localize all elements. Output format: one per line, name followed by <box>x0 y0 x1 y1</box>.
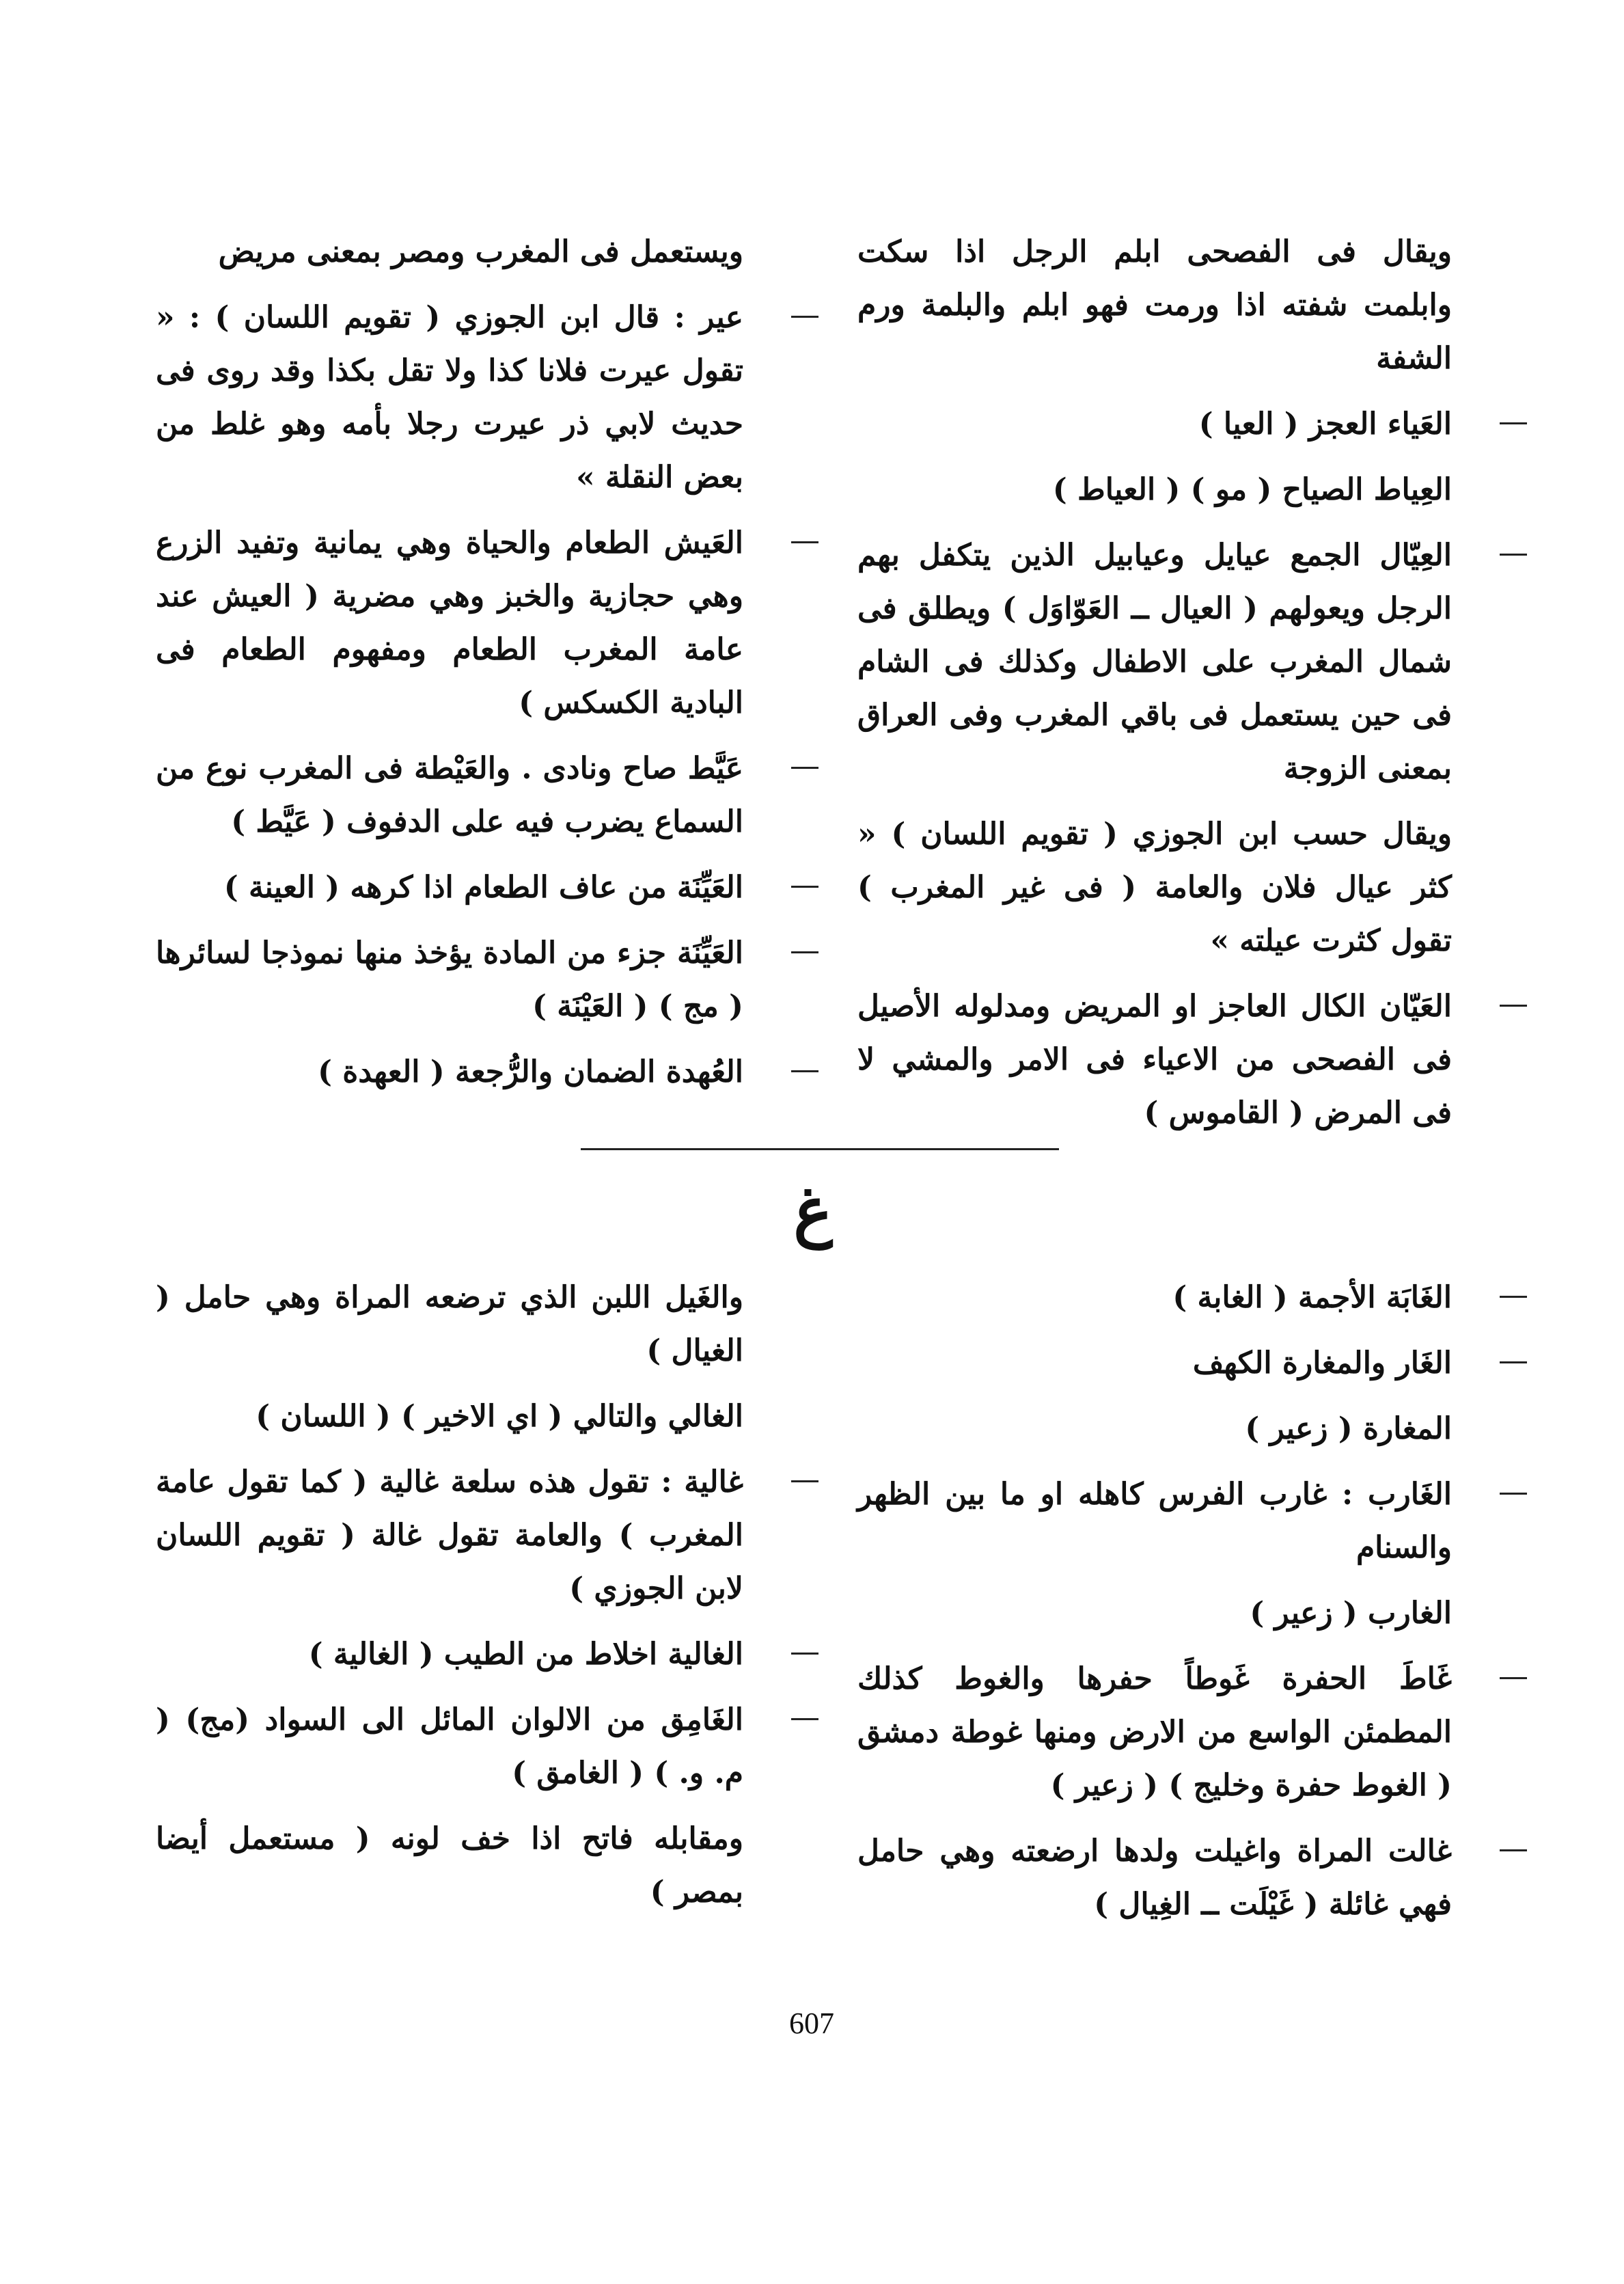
dictionary-entry <box>857 1271 1452 1324</box>
entry-text: العُهدة الضمان والرُّجعة ( العهدة ) <box>318 1055 743 1089</box>
entry-dash <box>1500 1296 1527 1298</box>
entry-dash <box>1500 1677 1527 1679</box>
page-number: 607 <box>789 2007 834 2040</box>
dictionary-entry <box>156 1456 743 1616</box>
section-divider <box>581 1148 1059 1150</box>
entry-dash <box>1500 1005 1527 1007</box>
entry-text: العَيِّنَة من عاف الطعام اذا كرهه ( العينة ) <box>223 870 743 905</box>
entry-dash <box>1500 422 1527 424</box>
entry-text: غَاطَ الحفرة غَوطاً حفرها والغوط كذلك المطمئن الواسع من الارض ومنها غوطة دمشق ( الغوط حفرة وخليج ) ( زعير ) <box>857 1661 1452 1803</box>
top-left-column <box>156 226 743 1111</box>
dictionary-entry <box>156 1046 743 1099</box>
dictionary-entry <box>857 1653 1452 1812</box>
dictionary-entry <box>857 1825 1452 1931</box>
dictionary-entry <box>857 980 1452 1140</box>
entry-dash <box>791 1718 818 1720</box>
entry-dash <box>791 1480 818 1482</box>
entry-dash <box>791 886 818 888</box>
entry-dash <box>791 951 818 953</box>
entry-text: العَيِّنَة جزء من المادة يؤخذ منها نموذجا لسائرها ( مج ) ( العَيْنَة ) <box>156 936 743 1024</box>
section-letter-heading: غ <box>793 1172 833 1249</box>
entry-text: العَيش الطعام والحياة وهي يمانية وتفيد الزرع وهي حجازية والخبز وهي مضرية ( العيش عند عامة المغرب الطعام ومفهوم الطعام فى البادية الكسكس ) <box>156 526 743 720</box>
entry-text: الغَابَة الأجمة ( الغابة ) <box>1172 1280 1452 1315</box>
paragraph: ويقال حسب ابن الجوزي ( تقويم اللسان ) « كثر عيال فلان والعامة ( فى غير المغرب ) تقول كثرت عيلته » <box>857 817 1452 958</box>
entry-dash <box>1500 1493 1527 1495</box>
paragraph: والغَيل اللبن الذي ترضعه المراة وهي حامل ( الغيال ) <box>156 1280 743 1368</box>
dictionary-entry <box>857 398 1452 451</box>
entry-dash <box>791 1070 818 1072</box>
dictionary-entry <box>156 927 743 1033</box>
entry-dash <box>791 316 818 318</box>
top-right-column <box>857 226 1452 1152</box>
entry-text: العِيّال الجمع عيايل وعيابيل الذين يتكفل بهم الرجل ويعولهم ( العيال ــ العَوّاوَل ) ويطلق فى شمال المغرب على الاطفال وكذلك فى الشام فى حين يستعمل فى باقي المغرب وفى العراق بمعنى الزوجة <box>857 538 1452 786</box>
dictionary-entry <box>156 291 743 504</box>
entry-dash <box>1500 1361 1527 1363</box>
entry-dash <box>1500 554 1527 556</box>
entry-text: غالت المراة واغيلت ولدها ارضعته وهي حامل فهي غائلة ( غَيْلَت ــ الغِيال ) <box>857 1834 1452 1922</box>
entry-dash <box>791 767 818 769</box>
dictionary-entry <box>857 529 1452 796</box>
entry-text: عير : قال ابن الجوزي ( تقويم اللسان ) : « تقول عيرت فلانا كذا ولا تقل بكذا وقد روى فى حديث لابي ذر عيرت رجلا بأمه وهو غلط من بعض النقلة » <box>156 300 743 495</box>
entry-dash <box>1500 1849 1527 1851</box>
bottom-left-column <box>156 1271 743 1931</box>
paragraph: الغالي والتالي ( اي الاخير ) ( اللسان ) <box>256 1399 743 1434</box>
dictionary-entry <box>156 861 743 914</box>
entry-text: غالية : تقول هذه سلعة غالية ( كما تقول عامة المغرب ) والعامة تقول غالة ( تقويم اللسان لابن الجوزي ) <box>156 1465 744 1606</box>
entry-dash <box>791 1653 818 1655</box>
entry-text: الغالية اخلاط من الطيب ( الغالية ) <box>308 1637 743 1672</box>
paragraph: المغارة ( زعير ) <box>1245 1411 1452 1446</box>
bottom-right-column <box>857 1271 1452 1944</box>
paragraph: العِياط الصياح ( مو ) ( العياط ) <box>1052 472 1452 507</box>
dictionary-entry <box>857 1337 1452 1390</box>
entry-text: الغَامِق من الالوان المائل الى السواد (مج) ( م. و. ) ( الغامق ) <box>156 1702 743 1791</box>
entry-text: الغَار والمغارة الكهف <box>1192 1346 1452 1381</box>
entry-text: العَياء العجز ( العيا ) <box>1198 407 1452 441</box>
paragraph: ويقال فى الفصحى ابلم الرجل اذا سكت وابلمت شفته اذا ورمت فهو ابلم والبلمة ورم الشفة <box>857 234 1452 376</box>
paragraph: الغارب ( زعير ) <box>1250 1596 1452 1631</box>
entry-text: العَيّان الكال العاجز او المريض ومدلوله الأصيل فى الفصحى من الاعياء فى الامر والمشي لا فى المرض ( القاموس ) <box>857 989 1452 1130</box>
paragraph: ويستعمل فى المغرب ومصر بمعنى مريض <box>218 234 743 269</box>
dictionary-entry <box>156 1628 743 1681</box>
dictionary-entry <box>156 742 743 849</box>
entry-dash <box>791 541 818 543</box>
dictionary-entry <box>156 1694 743 1800</box>
dictionary-entry <box>156 517 743 730</box>
entry-text: الغَارب : غارب الفرس كاهله او ما بين الظهر والسنام <box>857 1477 1452 1565</box>
dictionary-entry <box>857 1468 1452 1575</box>
entry-text: عَيَّط صاح ونادى . والعَيْطة فى المغرب نوع من السماع يضرب فيه على الدفوف ( عَيَّط ) <box>156 751 743 839</box>
paragraph: ومقابله فاتح اذا خف لونه ( مستعمل أيضا بمصر ) <box>156 1821 743 1909</box>
